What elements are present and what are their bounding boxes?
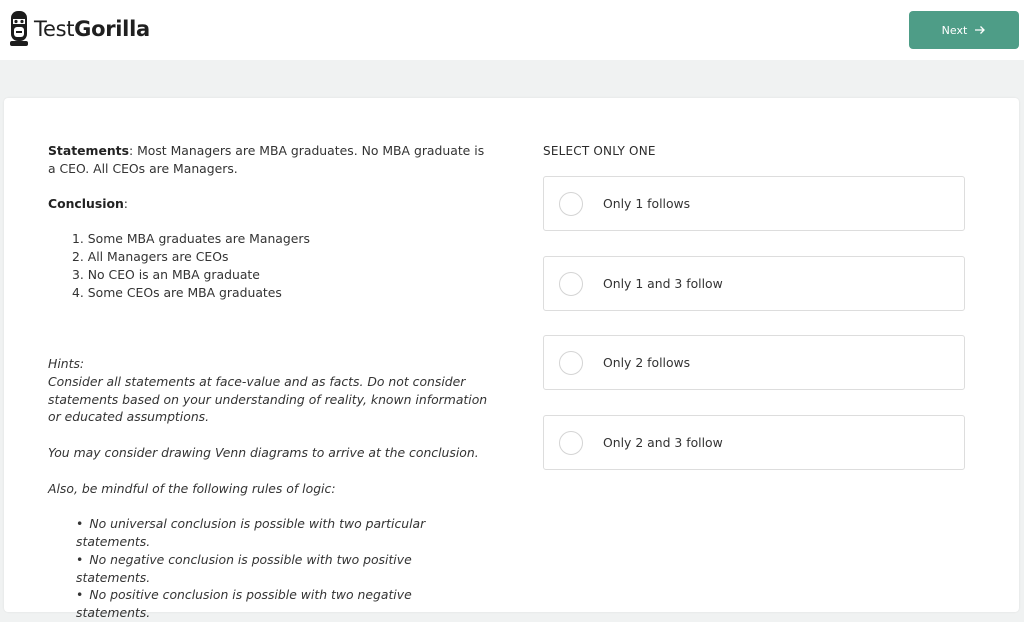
answer-option-4[interactable] (543, 415, 965, 470)
next-button[interactable] (909, 11, 1019, 49)
answer-option-1[interactable] (543, 176, 965, 231)
statements-paragraph (48, 142, 488, 178)
answer-label: Only 1 and 3 follow (603, 276, 723, 291)
list-item: 1. Some MBA graduates are Managers (72, 231, 310, 246)
question-card (4, 98, 1019, 621)
answer-label: Only 2 and 3 follow (603, 435, 723, 450)
next-button-label: Next (941, 23, 968, 37)
arrow-right-icon (974, 24, 986, 36)
conclusion-label: Conclusion (48, 196, 124, 211)
list-item: 4. Some CEOs are MBA graduates (72, 285, 282, 300)
hints-text: Consider all statements at face-value and as facts. Do not consider statements based on your understanding of reality, known information or educated assumptions. (48, 373, 488, 425)
list-item: • No negative conclusion is possible with two positive statements. (76, 551, 488, 587)
answer-option-3[interactable] (543, 335, 965, 390)
question-body (48, 142, 488, 302)
list-item: 2. All Managers are CEOs (72, 249, 229, 264)
answer-label: Only 1 follows (603, 196, 691, 211)
select-instruction: SELECT ONLY ONE (543, 144, 656, 158)
conclusion-heading: Conclusion: (48, 196, 128, 211)
radio-button[interactable] (559, 272, 583, 296)
list-item: • No positive conclusion is possible with two negative statements. (76, 586, 488, 622)
conclusion-list (72, 230, 488, 302)
radio-button[interactable] (559, 351, 583, 375)
brand-name: TestGorilla (34, 17, 150, 41)
answer-option-2[interactable] (543, 256, 965, 311)
hints-paragraph (48, 355, 488, 426)
rules-list (76, 515, 488, 622)
list-item: • No universal conclusion is possible with two particular statements. (76, 515, 488, 551)
statements-label: Statements (48, 143, 129, 158)
top-header (0, 0, 1024, 60)
hints-section (48, 355, 488, 622)
statements-text: : Most Managers are MBA graduates. No MBA graduate is a CEO. All CEOs are Managers. (48, 143, 485, 176)
rules-intro: Also, be mindful of the following rules of logic: (48, 480, 336, 496)
list-item: 3. No CEO is an MBA graduate (72, 267, 260, 282)
radio-button[interactable] (559, 192, 583, 216)
radio-button[interactable] (559, 431, 583, 455)
answer-label: Only 2 follows (603, 355, 691, 370)
hints-title: Hints: (48, 356, 85, 371)
venn-hint: You may consider drawing Venn diagrams to arrive at the conclusion. (48, 444, 479, 460)
brand-logo[interactable] (8, 10, 150, 48)
gorilla-logo-icon (8, 10, 30, 48)
